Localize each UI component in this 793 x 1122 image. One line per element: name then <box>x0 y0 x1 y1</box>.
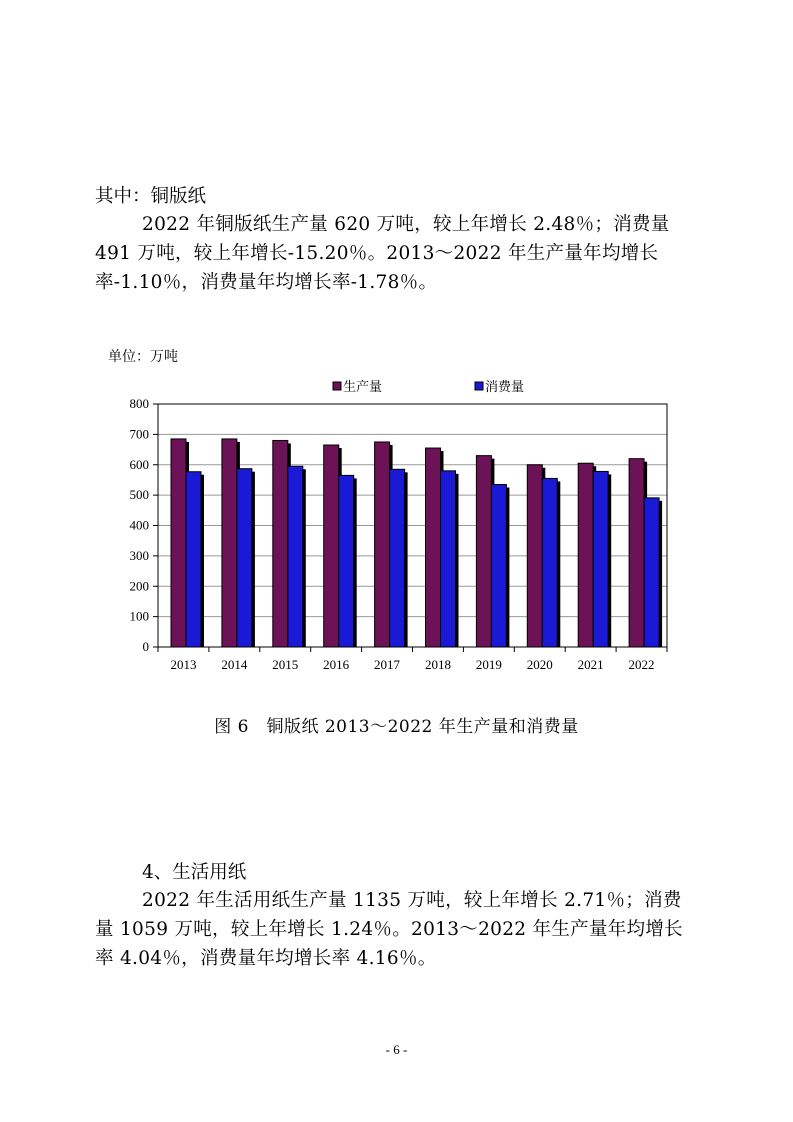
section-heading-tissue-paper: 4、生活用纸 <box>142 862 247 883</box>
x-tick-label: 2016 <box>323 657 350 672</box>
x-tick-label: 2020 <box>526 657 553 672</box>
bar-生产量-2014 <box>222 439 237 647</box>
bar-生产量-2018 <box>426 448 441 647</box>
bar-生产量-2013 <box>171 439 186 647</box>
x-tick-label: 2021 <box>577 657 604 672</box>
bar-生产量-2015 <box>273 440 288 647</box>
y-tick-label: 0 <box>142 639 149 654</box>
bar-消费量-2015 <box>288 466 303 647</box>
tissue-paper-paragraph: 2022 年生活用纸生产量 1135 万吨，较上年增长 2.71％；消费量 1059 万吨，较上年增长 1.24％。2013～2022 年生产量年均增长率 4.04％，消费量年均增长率 4.16％。 <box>95 890 683 969</box>
legend-swatch <box>475 382 483 390</box>
y-tick-label: 400 <box>129 517 149 533</box>
bar-生产量-2021 <box>578 463 593 647</box>
chart-unit-label: 单位：万吨 <box>108 349 178 365</box>
production-consumption-chart <box>0 370 793 680</box>
bar-消费量-2014 <box>237 469 252 647</box>
bar-消费量-2016 <box>339 475 354 647</box>
bar-消费量-2020 <box>542 478 557 647</box>
bar-生产量-2020 <box>527 465 542 647</box>
x-tick-label: 2014 <box>221 657 248 672</box>
bar-消费量-2017 <box>390 469 405 647</box>
legend-label: 消费量 <box>485 380 525 395</box>
x-tick-label: 2015 <box>272 657 299 672</box>
x-tick-label: 2019 <box>475 657 502 672</box>
legend-swatch <box>333 382 341 390</box>
page-number: - 6 - <box>385 1042 408 1057</box>
x-tick-label: 2013 <box>170 657 197 672</box>
bar-生产量-2022 <box>629 459 644 647</box>
y-tick-label: 200 <box>129 578 149 594</box>
section-heading-coated-paper: 其中：铜版纸 <box>95 186 207 207</box>
bar-消费量-2013 <box>186 472 201 647</box>
x-tick-label: 2017 <box>374 657 401 672</box>
figure-caption: 图 6 铜版纸 2013～2022 年生产量和消费量 <box>214 717 579 737</box>
bar-生产量-2016 <box>324 445 339 647</box>
y-tick-label: 300 <box>129 547 149 563</box>
legend-label: 生产量 <box>343 380 383 395</box>
y-tick-label: 100 <box>129 608 149 624</box>
bar-消费量-2018 <box>441 471 456 647</box>
y-tick-label: 600 <box>129 456 149 472</box>
x-tick-label: 2018 <box>424 657 451 672</box>
bar-生产量-2017 <box>375 442 390 647</box>
x-tick-label: 2022 <box>628 657 655 672</box>
bar-消费量-2021 <box>593 471 608 647</box>
bar-消费量-2019 <box>491 484 506 647</box>
bar-消费量-2022 <box>644 498 659 647</box>
y-tick-label: 700 <box>129 426 149 442</box>
bar-生产量-2019 <box>476 456 491 647</box>
y-tick-label: 500 <box>129 487 149 503</box>
y-tick-label: 800 <box>129 396 149 411</box>
coated-paper-paragraph: 2022 年铜版纸生产量 620 万吨，较上年增长 2.48％；消费量 491 万吨，较上年增长-15.20％。2013～2022 年生产量年均增长率-1.10％，消费量年均增长率-1.78％。 <box>95 214 670 293</box>
